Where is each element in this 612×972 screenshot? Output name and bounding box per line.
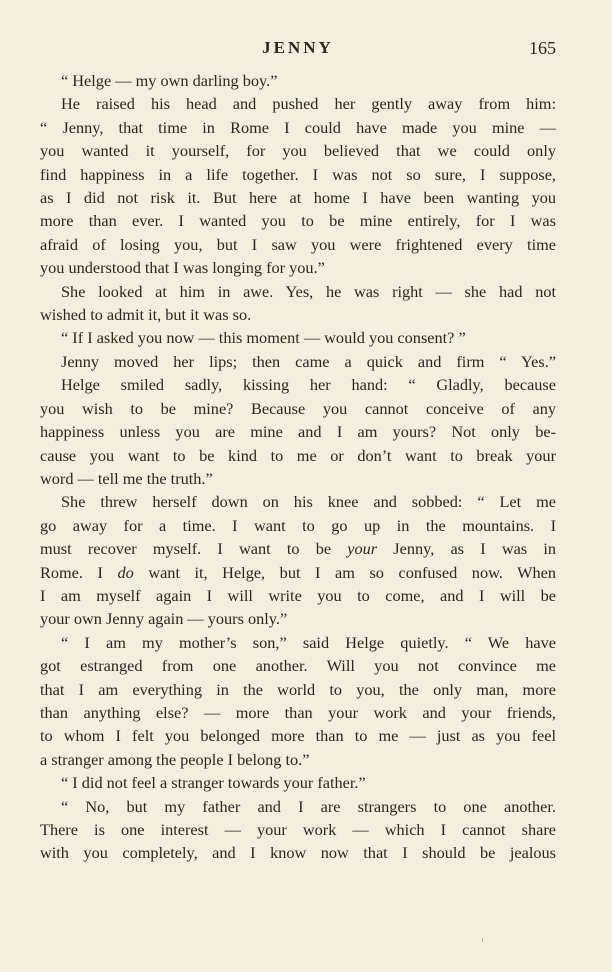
text-line: go away for a time. I want to go up in the mountains. I (40, 515, 556, 535)
page-header (40, 38, 556, 64)
text-line: a stranger among the people I belong to.” (40, 749, 310, 769)
text-line: find happiness in a life together. I was not so sure, I suppose, (40, 164, 556, 184)
text-line: She threw herself down on his knee and sobbed: “ Let me (61, 492, 556, 512)
page-number: 165 (529, 38, 556, 58)
text-line: wished to admit it, but it was so. (40, 305, 252, 325)
text-line: “ I did not feel a stranger towards your father.” (61, 773, 366, 793)
body-text (40, 69, 556, 865)
text-line: your own Jenny again — yours only.” (40, 609, 288, 629)
text-line: than anything else? — more than your work and your friends, (40, 702, 556, 722)
paper-speck (482, 938, 483, 942)
text-line: you wanted it yourself, for you believed that we could only (40, 141, 556, 161)
text-line: to whom I felt you belonged more than to me — just as you feel (40, 726, 556, 746)
text-line: “ No, but my father and I are strangers to one another. (61, 796, 556, 816)
text-line (40, 561, 556, 584)
text-line: you wish to be mine? Because you cannot conceive of any (40, 398, 556, 418)
text-line: word — tell me the truth.” (40, 468, 213, 488)
text-segment: Jenny, as I was in (377, 539, 556, 559)
text-line: with you completely, and I know now that I should be jealous (40, 843, 556, 863)
text-line: that I am everything in the world to you, the only man, more (40, 679, 556, 699)
text-line: She looked at him in awe. Yes, he was right — she had not (61, 281, 556, 301)
text-line: you understood that I was longing for you.” (40, 258, 325, 278)
text-line: more than ever. I wanted you to be mine entirely, for I was (40, 211, 556, 231)
text-line: Jenny moved her lips; then came a quick and firm “ Yes.” (61, 351, 556, 371)
text-line: happiness unless you are mine and I am yours? Not only be- (40, 422, 556, 442)
text-line: He raised his head and pushed her gently away from him: (61, 94, 556, 114)
text-segment: want it, Helge, but I am so confused now. When (133, 562, 556, 582)
text-line: “ I am my mother’s son,” said Helge quietly. “ We have (61, 632, 556, 652)
text-line: “ Jenny, that time in Rome I could have made you mine — (40, 117, 556, 137)
text-line: I am myself again I will write you to come, and I will be (40, 585, 556, 605)
text-line: Helge smiled sadly, kissing her hand: “ Gladly, because (61, 375, 556, 395)
italic-word: your (347, 539, 378, 559)
text-line: There is one interest — your work — which I cannot share (40, 820, 556, 839)
text-line: got estranged from one another. Will you not convince me (40, 656, 556, 676)
text-segment: must recover myself. I want to be (40, 539, 348, 559)
text-segment: Rome. I (40, 562, 118, 582)
text-line: as I did not risk it. But here at home I have been wanting you (40, 188, 556, 208)
text-line: afraid of losing you, but I saw you were frightened every time (40, 234, 556, 254)
running-title: JENNY (262, 38, 334, 57)
text-line: “ If I asked you now — this moment — would you consent? ” (61, 328, 466, 348)
text-line: “ Helge — my own darling boy.” (61, 71, 278, 90)
italic-word: do (117, 562, 134, 582)
text-line: cause you want to be kind to me or don’t want to break your (40, 445, 556, 465)
text-line (40, 537, 556, 560)
